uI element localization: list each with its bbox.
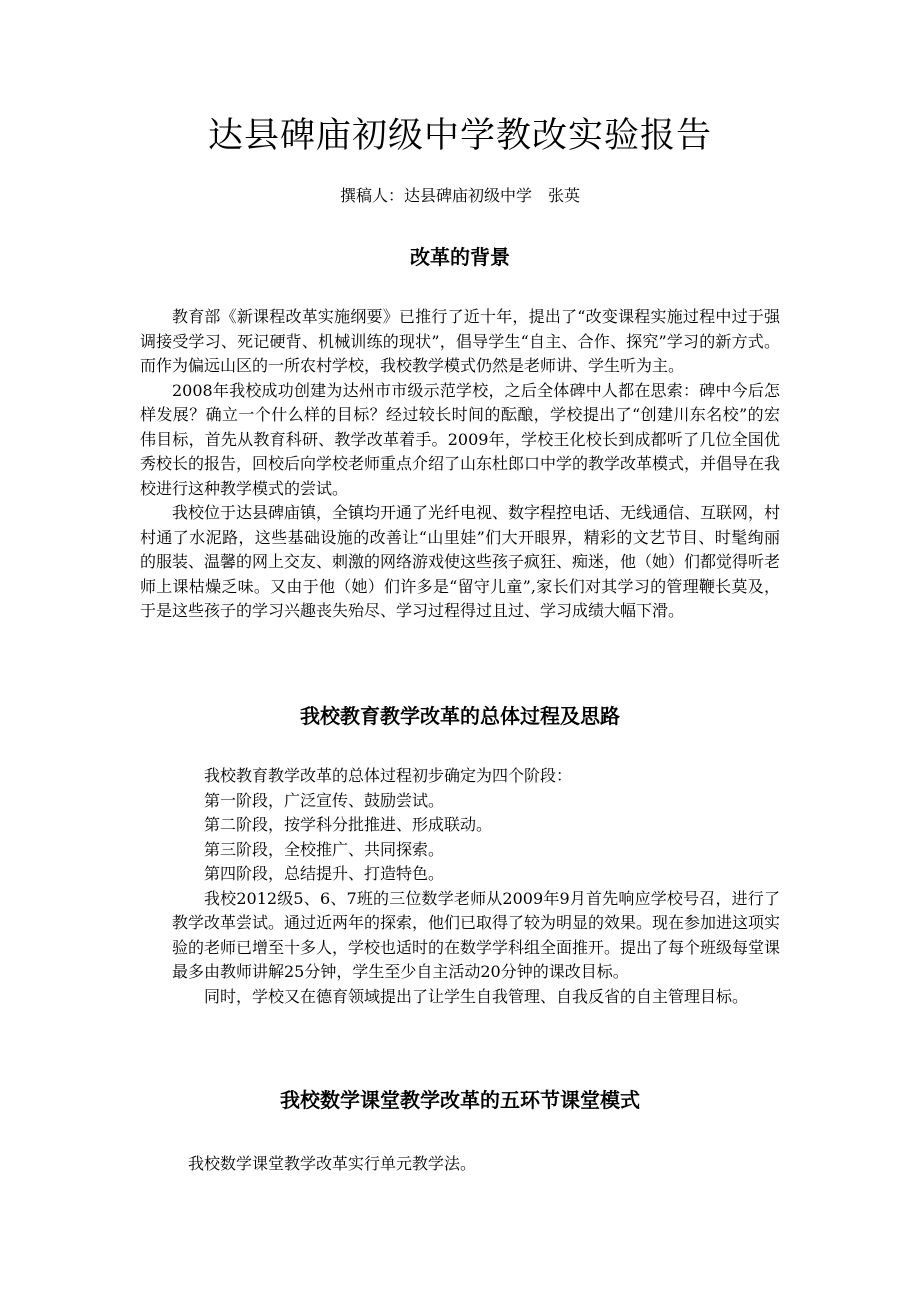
section-background-body bbox=[140, 305, 780, 624]
paragraph: 我校2012级5、6、7班的三位数学老师从2009年9月首先响应学校号召，进行了教学改革尝试。通过近两年的探索，他们已取得了较为明显的效果。现在参加进这项实验的老师已增至十多人，学校也适时的在数学学科组全面推开。提出了每个班级每堂课最多由教师讲解25分钟，学生至少自主活动20分钟的课改目标。 bbox=[172, 888, 781, 981]
stage-item: 第三阶段，全校推广、共同探索。 bbox=[204, 839, 445, 859]
stage-item: 第一阶段，广泛宣传、鼓励尝试。 bbox=[204, 790, 445, 810]
section-heading-model: 我校数学课堂教学改革的五环节课堂模式 bbox=[280, 1088, 640, 1112]
section-heading-process: 我校教育教学改革的总体过程及思路 bbox=[300, 704, 620, 728]
paragraph: 同时，学校又在德育领域提出了让学生自我管理、自我反省的自主管理目标。 bbox=[204, 986, 749, 1006]
author-line: 撰稿人：达县碑庙初级中学 张英 bbox=[339, 186, 580, 205]
paragraph: 教育部《新课程改革实施纲要》已推行了近十年，提出了“改变课程实施过程中过于强调接受学习、死记硬背、机械训练的现状”，倡导学生“自主、合作、探究”学习的新方式。而作为偏远山区的一所农村学校，我校教学模式仍然是老师讲、学生听为主。 bbox=[140, 307, 780, 375]
stage-item: 第四阶段，总结提升、打造特色。 bbox=[204, 864, 445, 883]
section-process-body bbox=[172, 764, 780, 1009]
paragraph: 2008年我校成功创建为达州市市级示范学校，之后全体碑中人都在思索：碑中今后怎样发展？确立一个什么样的目标？经过较长时间的酝酿，学校提出了“创建川东名校”的宏伟目标，首先从教育科研、教学改革着手。2009年，学校王化校长到成都听了几位全国优秀校长的报告，回校后向学校老师重点介绍了山东杜郎口中学的教学改革模式，并倡导在我校进行这种教学模式的尝试。 bbox=[140, 380, 781, 498]
section-model-body bbox=[188, 1152, 780, 1177]
document-title: 达县碑庙初级中学教改实验报告 bbox=[207, 116, 712, 156]
paragraph: 我校数学课堂教学改革实行单元教学法。 bbox=[188, 1154, 477, 1173]
stage-item: 第二阶段，按学科分批推进、形成联动。 bbox=[204, 815, 493, 834]
paragraph: 我校教育教学改革的总体过程初步确定为四个阶段： bbox=[204, 766, 573, 785]
paragraph: 我校位于达县碑庙镇，全镇均开通了光纤电视、数字程控电话、无线通信、互联网，村村通了水泥路，这些基础设施的改善让“山里娃”们大开眼界，精彩的文艺节目、时髦绚丽的服装、温馨的网上交友、刺激的网络游戏使这些孩子疯狂、痴迷，他（她）们都觉得听老师上课枯燥乏味。又由于他（她）们许多是“留守儿童”,家长们对其学习的管理鞭长莫及，于是这些孩子的学习兴趣丧失殆尽、学习过程得过且过、学习成绩大幅下滑。 bbox=[140, 503, 781, 620]
section-heading-background: 改革的背景 bbox=[410, 245, 510, 269]
